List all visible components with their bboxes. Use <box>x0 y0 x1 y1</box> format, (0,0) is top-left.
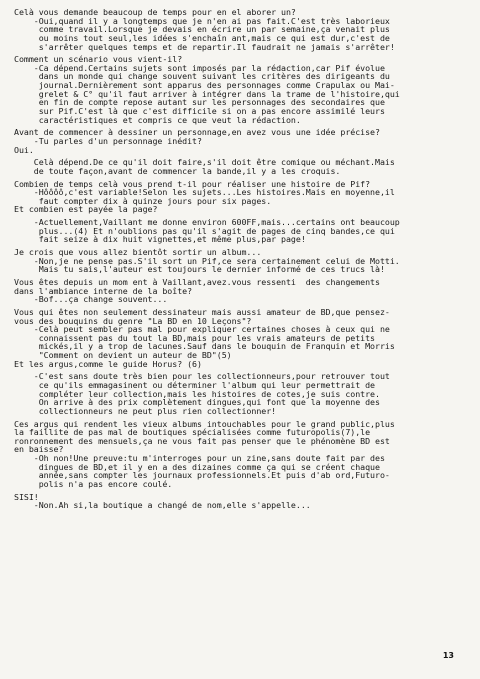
text-line: SISI! <box>14 491 39 502</box>
text-line: -Bof...ça change souvent... <box>14 294 168 305</box>
text-line: Comment un scénario vous vient-il? <box>14 54 183 65</box>
text-line: s'arrêter quelques temps et de repartir.Il faudrait ne jamais s'arrêter! <box>14 41 395 52</box>
text-line: Avant de commencer à dessiner un personnage,en avez vous une idée précise? <box>14 127 380 138</box>
text-line: Celà dépend.De ce qu'il doit faire,s'il doit être comique ou méchant.Mais <box>14 157 395 168</box>
text-line: ronronnement des mensuels,ça ne vous fait pas penser que le phénomène BD est <box>14 435 390 446</box>
text-line: en baisse? <box>14 444 64 455</box>
interview-text <box>14 8 464 510</box>
text-line: polis n'a pas encore coulé. <box>14 479 173 490</box>
text-line: Celà vous demande beaucoup de temps pour en el aborer un? <box>14 7 296 17</box>
text-line: comme travail.Lorsque je devais en écrire un par semaine,ça venait plus <box>14 24 390 35</box>
text-line: plus...(4) Et n'oublions pas qu'il s'agit de pages de cinq bandes,ce qui <box>14 225 395 236</box>
text-line: année,sans compter les journaux professionnels.Et puis d'ab ord,Futuro- <box>14 470 390 481</box>
page-number: 13 <box>442 651 454 660</box>
text-line: la faillite de pas mal de boutiques spécialisées comme futuropolis(7),le <box>14 427 371 438</box>
text-line: Je crois que vous allez bientôt sortir un album... <box>14 247 262 258</box>
text-line: en fin de compte repose autant sur les personnages des secondaires que <box>14 97 385 108</box>
text-line: caractéristiques et compris ce que veut la rédaction. <box>14 114 301 125</box>
text-line: Mais tu sais,l'auteur est toujours le dernier informé de ces trucs là! <box>14 264 385 275</box>
text-line: Vous qui êtes non seulement dessinateur mais aussi amateur de BD,que pensez- <box>14 306 390 317</box>
text-line: Et combien est payée la page? <box>14 204 158 215</box>
text-line: "Comment on devient un auteur de BD"(5) <box>14 350 232 361</box>
text-line: -Celà peut sembler pas mal pour expliquer certaines choses à ceux qui ne <box>14 324 390 335</box>
text-line: faut compter dix à quinze jours pour six pages. <box>14 195 272 206</box>
text-line: dans l'ambiance interne de la boîte? <box>14 285 193 296</box>
text-line: vous des bouquins du genre "La BD en 10 Leçons"? <box>14 315 252 326</box>
text-line: -Non,je ne pense pas.S'il sort un Pif,ce sera certainement celui de Motti. <box>14 255 400 266</box>
text-line: Et les argus,comme le guide Horus? (6) <box>14 358 202 369</box>
text-line: -Non.Ah si,la boutique a changé de nom,elle s'appelle... <box>14 500 311 511</box>
text-line: grelet & C° qu'il faut arriver à intégrer dans la trame de l'histoire,qui <box>14 88 400 99</box>
text-line: mickés,il y a trop de lacunes.Sauf dans le bouquin de Franquin et Morris <box>14 341 395 352</box>
text-line: collectionneurs ne peut plus rien collectionner! <box>14 405 277 416</box>
text-line: sur Pif.C'est là que c'est difficile si on a pas encore assimilé leurs <box>14 106 385 117</box>
text-line: Vous êtes depuis un mom ent à Vaillant,avez.vous ressenti des changements <box>14 276 380 287</box>
text-line: Ces argus qui rendent les vieux albums intouchables pour le grand public,plus <box>14 418 395 429</box>
text-line: Oui. <box>14 144 34 155</box>
text-line: ou moins tout seul,les idées s'enchaîn ant,mais ce qui est dur,c'est de <box>14 32 390 43</box>
text-line: dans un monde qui change souvent suivant les critères des dirigeants du <box>14 71 390 82</box>
text-line: ce qu'ils emmagasinent ou déterminer l'album qui leur permettrait de <box>14 379 375 390</box>
text-line: -C'est sans doute très bien pour les collectionneurs,pour retrouver tout <box>14 371 390 382</box>
text-line: compléter leur collection,mais les histoires de cotes,je suis contre. <box>14 388 380 399</box>
text-line: -Ca dépend.Certains sujets sont imposés par la rédaction,car Pif évolue <box>14 62 385 73</box>
text-line: -Tu parles d'un personnage inédit? <box>14 135 202 146</box>
text-line: connaissent pas du tout la BD,mais pour les vrais amateurs de petits <box>14 332 375 343</box>
text-line: journal.Dernièrement sont apparus des personnages comme Crapulax ou Mai- <box>14 80 395 91</box>
text-line: Combien de temps celà vous prend t-il pour réaliser une histoire de Pif? <box>14 178 371 189</box>
text-line: de toute façon,avant de commencer la bande,il y a les croquis. <box>14 165 341 176</box>
text-line: fait seize à dix huit vignettes,et même plus,par page! <box>14 234 306 245</box>
text-line: dingues de BD,et il y en a des dizaines comme ça qui se créent chaque <box>14 461 380 472</box>
text-line: -Actuellement,Vaillant me donne environ 600FF,mais...certains ont beaucoup <box>14 217 400 228</box>
text-line: -Oh non!Une preuve:tu m'interroges pour un zine,sans doute fait par des <box>14 453 385 464</box>
text-line: -Hôôôô,c'est variable!Selon les sujets...Les histoires.Mais en moyenne,il <box>14 187 395 198</box>
text-line: On arrive à des prix complètement dingues,qui font que la moyenne des <box>14 397 380 408</box>
text-line: -Oui,quand il y a longtemps que je n'en ai pas fait.C'est très laborieux <box>14 15 390 26</box>
